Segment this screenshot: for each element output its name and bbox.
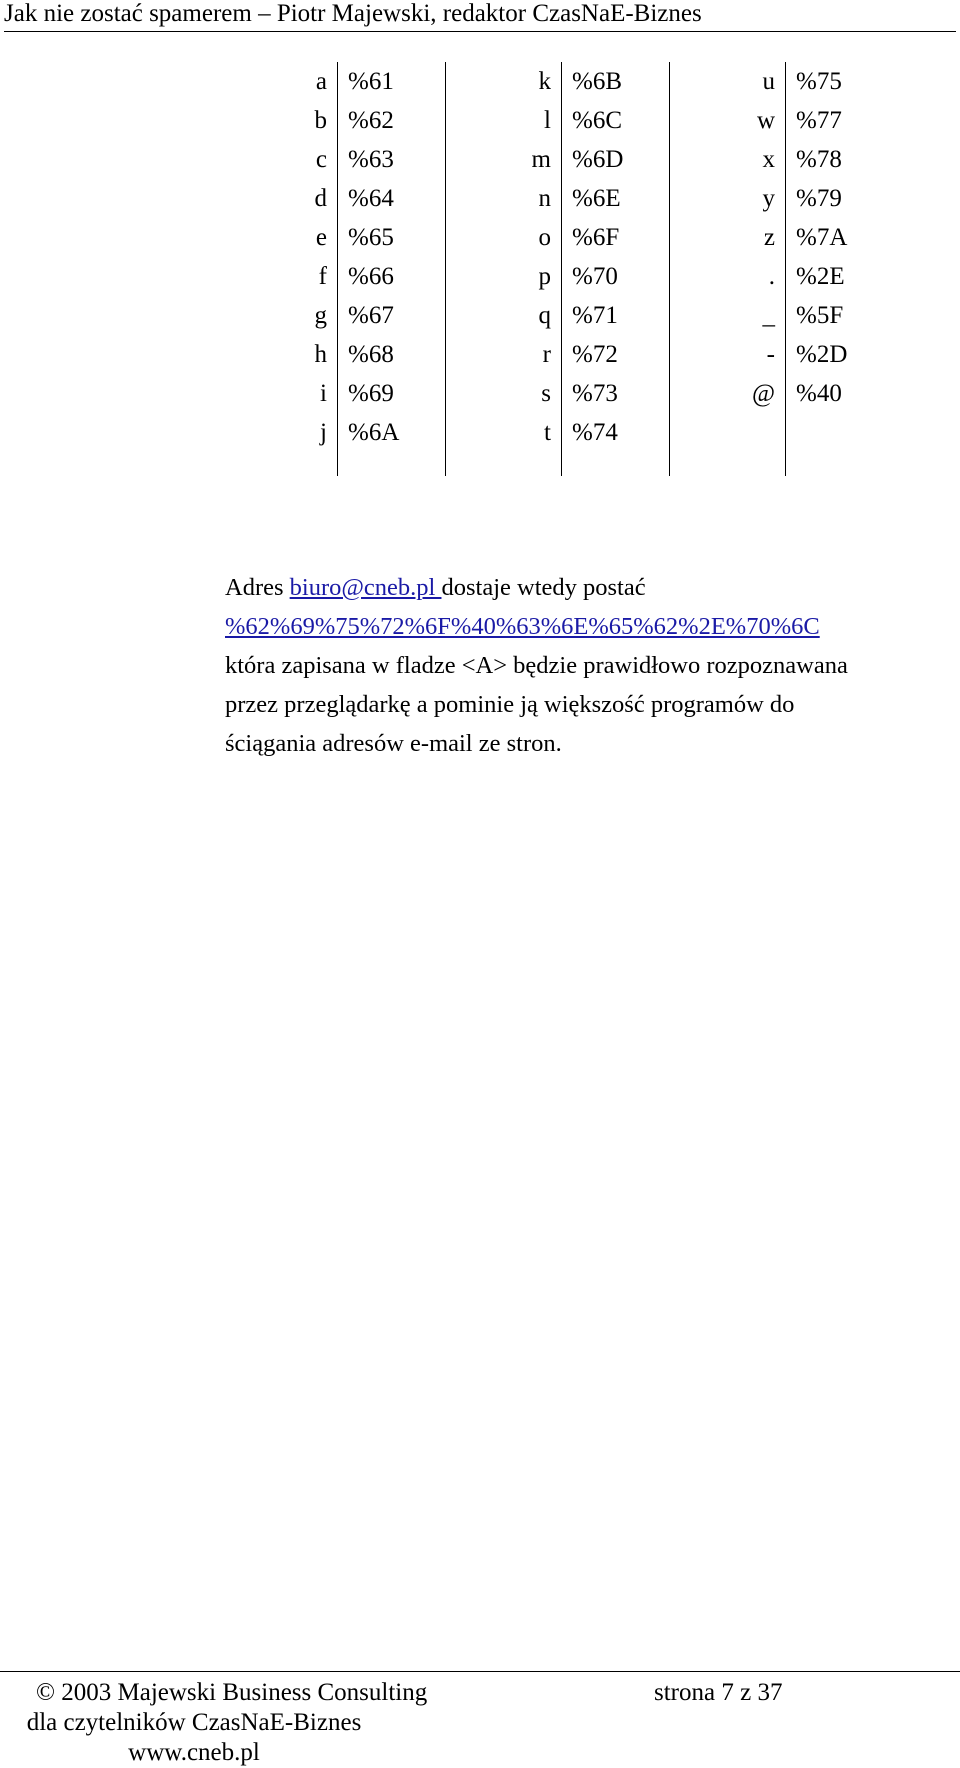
character-cell: b (222, 101, 338, 140)
table-row (222, 179, 893, 218)
paragraph-line-1 (225, 568, 960, 607)
paragraph-line-4: przez przeglądarkę a pominie ją większość programów do (225, 691, 795, 718)
document-title: Jak nie zostać spamerem – Piotr Majewski, redaktor CzasNaE-Biznes (4, 0, 702, 27)
character-cell: h (222, 335, 338, 374)
character-cell: s (446, 374, 562, 413)
footer-copyright: © 2003 Majewski Business Consulting (36, 1679, 428, 1706)
hex-code-cell: %6F (562, 218, 670, 257)
hex-code-cell: %71 (562, 296, 670, 335)
character-cell: t (446, 413, 562, 452)
paragraph-line-5: ściągania adresów e-mail ze stron. (225, 730, 562, 757)
character-cell: @ (670, 374, 786, 413)
hex-code-cell: %67 (338, 296, 446, 335)
hex-code-cell: %68 (338, 335, 446, 374)
character-cell: e (222, 218, 338, 257)
table-row (222, 218, 893, 257)
hex-code-cell: %66 (338, 257, 446, 296)
hex-code-cell: %78 (796, 146, 842, 173)
hex-code-cell: %61 (338, 62, 446, 101)
character-cell: l (446, 101, 562, 140)
hex-code-cell: %2D (796, 341, 848, 368)
footer-divider (0, 1671, 960, 1672)
footer-page-number: strona 7 z 37 (654, 1679, 783, 1706)
character-cell: u (670, 62, 786, 101)
hex-code-cell: %5F (796, 302, 844, 329)
character-cell: c (222, 140, 338, 179)
character-cell: y (670, 179, 786, 218)
hex-code-cell: %73 (562, 374, 670, 413)
hex-code-cell: %70 (562, 257, 670, 296)
hex-code-cell: %75 (796, 68, 842, 95)
character-cell: _ (670, 296, 786, 335)
spacer-cell (562, 452, 670, 476)
hex-code-cell: %6D (562, 140, 670, 179)
email-link[interactable]: biuro@cneb.pl (289, 574, 442, 601)
paragraph-prefix: Adres (225, 574, 290, 601)
character-cell: g (222, 296, 338, 335)
paragraph-line-3: która zapisana w fladze <A> będzie prawidłowo rozpoznawana (225, 652, 848, 679)
table-row (222, 296, 893, 335)
character-cell: r (446, 335, 562, 374)
character-cell: w (670, 101, 786, 140)
table-row (222, 413, 893, 452)
hex-code-cell: %2E (796, 263, 845, 290)
character-cell: q (446, 296, 562, 335)
table-row (222, 101, 893, 140)
explanation-paragraph (225, 568, 960, 763)
url-encoding-table (222, 62, 893, 476)
spacer-cell (446, 452, 562, 476)
table-row (222, 257, 893, 296)
character-cell: k (446, 62, 562, 101)
character-cell: x (670, 140, 786, 179)
encoded-email-link[interactable]: %62%69%75%72%6F%40%63%6E%65%62%2E%70%6C (225, 613, 820, 640)
spacer-cell (670, 452, 786, 476)
character-cell: a (222, 62, 338, 101)
spacer-cell (222, 452, 338, 476)
hex-code-cell: %63 (338, 140, 446, 179)
hex-code-cell: %6E (562, 179, 670, 218)
hex-code-cell: %74 (562, 413, 670, 452)
hex-code-cell: %64 (338, 179, 446, 218)
spacer-cell (338, 452, 446, 476)
character-cell: . (670, 257, 786, 296)
hex-code-cell: %62 (338, 101, 446, 140)
hex-code-cell: %7A (796, 224, 848, 251)
page-header (4, 0, 956, 32)
footer-readers: dla czytelników CzasNaE-Biznes (26, 1709, 362, 1736)
character-cell: p (446, 257, 562, 296)
paragraph-line-2 (225, 607, 960, 646)
hex-code-cell: %6C (562, 101, 670, 140)
table-row (222, 62, 893, 101)
hex-code-cell: %77 (796, 107, 842, 134)
hex-code-cell: %69 (338, 374, 446, 413)
character-cell: - (670, 335, 786, 374)
table-row (222, 374, 893, 413)
character-cell: f (222, 257, 338, 296)
spacer-cell (786, 452, 894, 476)
hex-code-cell: %6B (562, 62, 670, 101)
table-row (222, 140, 893, 179)
paragraph-suffix: dostaje wtedy postać (441, 574, 646, 601)
hex-code-cell: %65 (338, 218, 446, 257)
character-cell: z (670, 218, 786, 257)
character-cell: n (446, 179, 562, 218)
hex-code-cell: %40 (796, 380, 842, 407)
hex-code-cell: %72 (562, 335, 670, 374)
character-cell: o (446, 218, 562, 257)
character-cell: m (446, 140, 562, 179)
character-cell: d (222, 179, 338, 218)
hex-code-cell: %6A (338, 413, 446, 452)
table-spacer-row (222, 452, 893, 476)
hex-code-cell (786, 413, 894, 452)
character-cell: j (222, 413, 338, 452)
table-row (222, 335, 893, 374)
footer-website[interactable]: www.cneb.pl (128, 1739, 260, 1766)
character-cell (670, 413, 786, 452)
hex-code-cell: %79 (796, 185, 842, 212)
character-cell: i (222, 374, 338, 413)
